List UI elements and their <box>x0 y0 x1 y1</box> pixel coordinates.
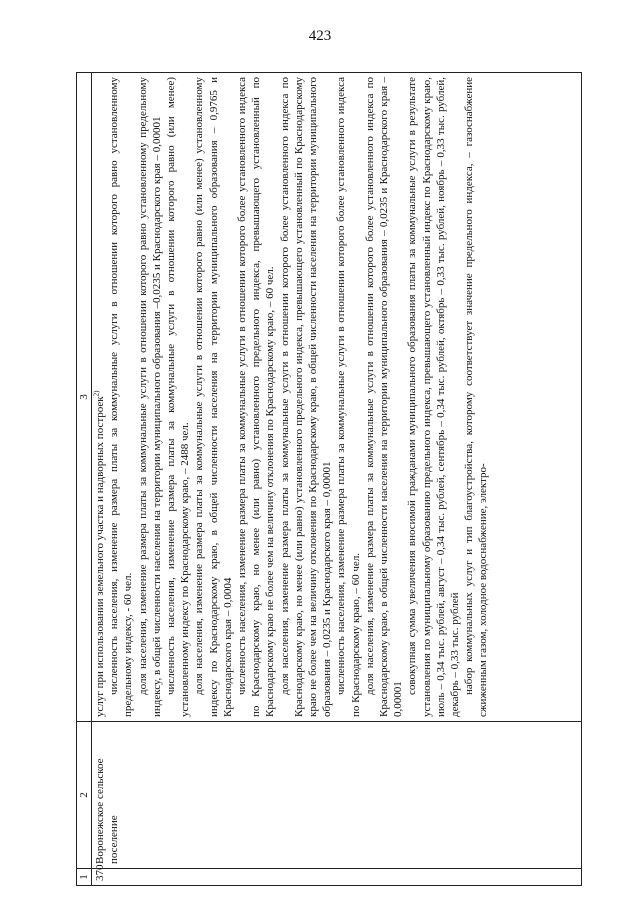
paragraph: доля населения, изменение размера платы за коммунальные услуги в отношении которого равно установленному предельному индексу, в общей численности населения на территории муниципального образования –0,0235 и Краснодарского края – 0,00001 <box>136 77 163 717</box>
paragraph-text: услуг при использовании земельного участка и надворных построек <box>94 396 106 717</box>
table-row <box>92 73 582 886</box>
paragraph: совокупная сумма увеличения вносимой гражданами муниципального образования платы за коммунальные услуги в результате установления по муниципальному образованию предельного индекса, превышающего установленный индекс по Краснодарскому краю, июль – 0,34 тыс. рублей, август – 0,34 тыс. рублей, сентябрь – 0,34 тыс. рублей, октябрь – 0,33 тыс. рублей, ноябрь – 0,33 тыс. рублей, декабрь – 0,33 тыс. рублей <box>406 77 462 717</box>
page-number: 423 <box>308 28 332 44</box>
paragraph: численность населения, изменение размера платы за коммунальные услуги в отношении которого более установленного индекса по Краснодарскому краю, но менее (или равно) установленного предельного индекса, превышающего установленный по Краснодарскому краю не более чем на величину отклонения по Краснодарскому краю, – 60 чел. <box>236 77 277 717</box>
footnote-mark: 2) <box>92 390 101 397</box>
paragraph: численность населения, изменение размера платы за коммунальные услуги в отношении которого равно установленному предельному индексу, - 60 чел. <box>108 77 135 717</box>
header-col-3: 3 <box>77 73 92 722</box>
paragraph: численность населения, изменение размера платы за коммунальные услуги в отношении которого более установленного индекса по Краснодарскому краю, – 60 чел. <box>335 77 362 717</box>
paragraph: доля населения, изменение размера платы за коммунальные услуги в отношении которого равно (или менее) установленному индексу по Краснодарскому краю, в общей численности населения на территории муниципального образования – 0,9765 и Краснодарского края – 0,0004 <box>193 77 234 717</box>
header-col-2: 2 <box>77 722 92 869</box>
paragraph <box>93 77 107 717</box>
header-col-1: 1 <box>77 869 92 886</box>
paragraph: численность населения, изменение размера платы за коммунальные услуги в отношении которого равно (или менее) установленному индексу по Краснодарскому краю, – 2488 чел. <box>165 77 192 717</box>
row-number: 370 <box>92 869 582 886</box>
data-table <box>76 72 582 886</box>
paragraph: набор коммунальных услуг и тип благоустройства, которому соответствует значение предельного индекса, – газоснабжение сжиженным газом, холодное водоснабжение, электро- <box>463 77 490 717</box>
rotated-table-wrapper <box>76 72 582 886</box>
paragraph: доля населения, изменение размера платы за коммунальные услуги в отношении которого более установленного индекса по Краснодарскому краю, в общей численности населения на территории муниципального образования – 0,0235 и Краснодарского края – 0,00001 <box>363 77 405 717</box>
settlement-name: Воронежское сельское поселение <box>92 722 582 869</box>
indicators-cell <box>92 73 582 722</box>
paragraph: доля населения, изменение размера платы за коммунальные услуги в отношении которого более установленного индекса по Краснодарскому краю, но менее (или равно) установленного предельного индекса, превышающего установленный по Краснодарскому краю не более чем на величину отклонения по Краснодарскому краю, в общей численности населения на территории муниципального образования – 0,0235 и Краснодарского края – 0,00001 <box>278 77 334 717</box>
table-header-row <box>77 73 92 886</box>
